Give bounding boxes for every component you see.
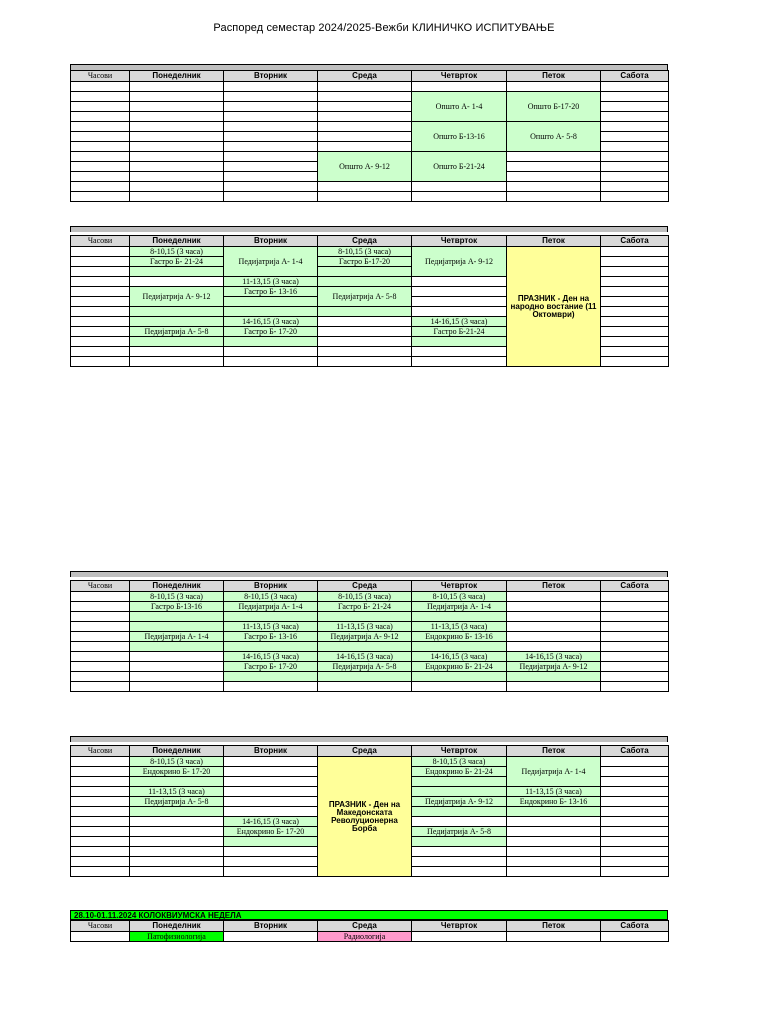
- hdr-fri: Петок: [507, 71, 601, 82]
- w3-mon-1b: Гастро Б-13-16: [130, 602, 224, 612]
- hdr-hours: Часови: [71, 236, 130, 247]
- hdr-sat: Сабота: [601, 71, 669, 82]
- w4-thu-3: Педијатрија А- 5-8: [412, 827, 507, 837]
- w2-fri-holiday: ПРАЗНИК - Ден на народно востание (11 Октомври): [507, 247, 601, 367]
- w3-mon-2: Педијатрија А- 1-4: [130, 632, 224, 642]
- w3-tue-2a: 11-13,15 (3 часа): [224, 622, 318, 632]
- week2-table: [70, 235, 669, 367]
- hdr-hours: Часови: [71, 581, 130, 592]
- w4-mon-2a: 11-13,15 (3 часа): [130, 787, 224, 797]
- hdr-wed: Среда: [318, 71, 412, 82]
- w4-tue-3b: Ендокрино Б- 17-20: [224, 827, 318, 837]
- w4-mon-2b: Педијатрија А- 5-8: [130, 797, 224, 807]
- w3-thu-2a: 11-13,15 (3 часа): [412, 622, 507, 632]
- slot-wed-c: Општо А- 9-12: [318, 152, 412, 182]
- page-title: Распоред семестар 2024/2025-Вежби КЛИНИЧКО ИСПИТУВАЊЕ: [213, 22, 555, 34]
- w2-thu-1: Педијатрија А- 9-12: [412, 247, 507, 277]
- hdr-fri: Петок: [507, 746, 601, 757]
- w3-thu-3a: 14-16,15 (3 часа): [412, 652, 507, 662]
- w4-wed-holiday: ПРАЗНИК - Ден на Македонската Револуционерна Борба: [318, 757, 412, 877]
- w4-fri-2b: Ендокрино Б- 13-16: [507, 797, 601, 807]
- hdr-tue: Вторник: [224, 746, 318, 757]
- w3-tue-3b: Гастро Б- 17-20: [224, 662, 318, 672]
- hdr-thu: Четврток: [412, 236, 507, 247]
- week4-table: [70, 745, 669, 877]
- w2-mon-3: Педијатрија А- 5-8: [130, 327, 224, 337]
- header-row: [71, 71, 669, 82]
- w2-tue-1: Педијатрија А- 1-4: [224, 247, 318, 277]
- w2-wed-1a: 8-10,15 (3 часа): [318, 247, 412, 257]
- w2-mon-1b: Гастро Б- 21-24: [130, 257, 224, 267]
- w2-thu-3a: 14-16,15 (3 часа): [412, 317, 507, 327]
- w4-tue-3a: 14-16,15 (3 часа): [224, 817, 318, 827]
- w3-thu-1b: Педијатрија А- 1-4: [412, 602, 507, 612]
- w2-wed-1b: Гастро Б-17-20: [318, 257, 412, 267]
- week5-table: [70, 920, 669, 942]
- w4-fri-2a: 11-13,15 (3 часа): [507, 787, 601, 797]
- hdr-hours: Часови: [71, 746, 130, 757]
- hdr-wed: Среда: [318, 581, 412, 592]
- w3-wed-3a: 14-16,15 (3 часа): [318, 652, 412, 662]
- w3-fri-3a: 14-16,15 (3 часа): [507, 652, 601, 662]
- hdr-tue: Вторник: [224, 581, 318, 592]
- w3-thu-1a: 8-10,15 (3 часа): [412, 592, 507, 602]
- w3-tue-1b: Педијатрија А- 1-4: [224, 602, 318, 612]
- w3-fri-3b: Педијатрија А- 9-12: [507, 662, 601, 672]
- w3-tue-1a: 8-10,15 (3 часа): [224, 592, 318, 602]
- w4-fri-1: Педијатрија А- 1-4: [507, 757, 601, 787]
- w3-tue-2b: Гастро Б- 13-16: [224, 632, 318, 642]
- hdr-sat: Сабота: [601, 581, 669, 592]
- w3-thu-2b: Ендокрино Б- 13-16: [412, 632, 507, 642]
- w5-wed: Радиологија: [318, 932, 412, 942]
- hdr-tue: Вторник: [224, 71, 318, 82]
- hdr-sat: Сабота: [601, 236, 669, 247]
- hdr-hours: Часови: [71, 921, 130, 932]
- header-row: [71, 746, 669, 757]
- w3-wed-1b: Гастро Б- 21-24: [318, 602, 412, 612]
- w3-wed-1a: 8-10,15 (3 часа): [318, 592, 412, 602]
- slot-fri-a: Општо Б-17-20: [507, 92, 601, 122]
- w2-wed-2: Педијатрија А- 5-8: [318, 287, 412, 307]
- w2-tue-2a: 11-13,15 (3 часа): [224, 277, 318, 287]
- hdr-mon: Понеделник: [130, 921, 224, 932]
- hdr-mon: Понеделник: [130, 581, 224, 592]
- w3-thu-3b: Ендокрино Б- 21-24: [412, 662, 507, 672]
- w4-mon-1a: 8-10,15 (3 часа): [130, 757, 224, 767]
- hdr-thu: Четврток: [412, 921, 507, 932]
- header-row: [71, 921, 669, 932]
- w2-tue-3a: 14-16,15 (3 часа): [224, 317, 318, 327]
- w4-thu-1b: Ендокрино Б- 21-24: [412, 767, 507, 777]
- hdr-tue: Вторник: [224, 236, 318, 247]
- w3-wed-3b: Педијатрија А- 5-8: [318, 662, 412, 672]
- w3-mon-1a: 8-10,15 (3 часа): [130, 592, 224, 602]
- hdr-fri: Петок: [507, 581, 601, 592]
- hdr-wed: Среда: [318, 236, 412, 247]
- week4-band: [70, 736, 668, 742]
- slot-thu-a: Општо А- 1-4: [412, 92, 507, 122]
- w2-mon-1a: 8-10,15 (3 часа): [130, 247, 224, 257]
- week2-band: [70, 226, 668, 232]
- week1-table: [70, 70, 669, 202]
- colloquium-band: 28.10-01.11.2024 КОЛОКВИУМСКА НЕДЕЛА: [70, 910, 668, 920]
- w4-thu-1a: 8-10,15 (3 часа): [412, 757, 507, 767]
- hdr-hours: Часови: [71, 71, 130, 82]
- slot-thu-b: Општо Б-13-16: [412, 122, 507, 152]
- slot-thu-c: Општо Б-21-24: [412, 152, 507, 182]
- hdr-mon: Понеделник: [130, 71, 224, 82]
- week3-band: [70, 571, 668, 577]
- w2-mon-2: Педијатрија А- 9-12: [130, 287, 224, 307]
- w5-mon: Патофизиологија: [130, 932, 224, 942]
- week3-table: [70, 580, 669, 692]
- w2-tue-2b: Гастро Б- 13-16: [224, 287, 318, 297]
- w2-thu-3b: Гастро Б-21-24: [412, 327, 507, 337]
- hdr-tue: Вторник: [224, 921, 318, 932]
- w3-wed-2b: Педијатрија А- 9-12: [318, 632, 412, 642]
- hdr-thu: Четврток: [412, 746, 507, 757]
- hdr-thu: Четврток: [412, 581, 507, 592]
- header-row: [71, 581, 669, 592]
- hdr-thu: Четврток: [412, 71, 507, 82]
- header-row: [71, 236, 669, 247]
- w4-thu-2: Педијатрија А- 9-12: [412, 797, 507, 807]
- hdr-sat: Сабота: [601, 921, 669, 932]
- w3-tue-3a: 14-16,15 (3 часа): [224, 652, 318, 662]
- w3-wed-2a: 11-13,15 (3 часа): [318, 622, 412, 632]
- hdr-fri: Петок: [507, 236, 601, 247]
- hdr-mon: Понеделник: [130, 236, 224, 247]
- hdr-wed: Среда: [318, 746, 412, 757]
- slot-fri-b: Општо А- 5-8: [507, 122, 601, 152]
- w4-mon-1b: Ендокрино Б- 17-20: [130, 767, 224, 777]
- w2-tue-3b: Гастро Б- 17-20: [224, 327, 318, 337]
- hdr-fri: Петок: [507, 921, 601, 932]
- hdr-sat: Сабота: [601, 746, 669, 757]
- hdr-wed: Среда: [318, 921, 412, 932]
- hdr-mon: Понеделник: [130, 746, 224, 757]
